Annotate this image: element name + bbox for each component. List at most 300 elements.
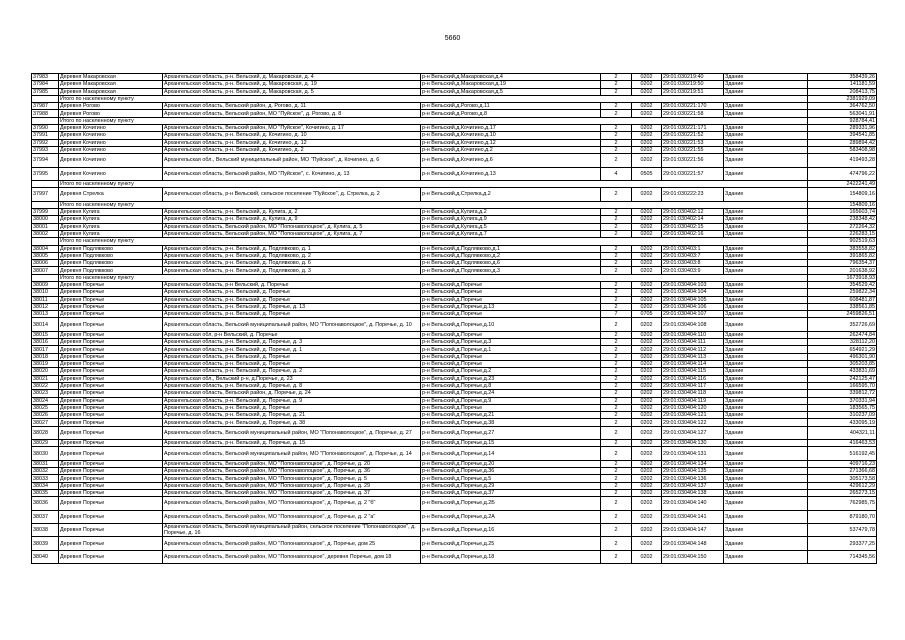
address-cell: Архангельская область, Вельский район, МО "Попонаволоцкое", д. Кулига, д. 5 [163,223,421,230]
id-cell: 37997 [32,188,59,201]
code-a-cell: 2 [601,289,632,296]
table-row [32,550,877,563]
object-type-cell: Здание [724,404,808,411]
address-cell: Архангельская область, р-н. Вельский, д. Макаровская, д. 5 [163,88,421,95]
short-address-cell: р-н Вельский,д.Поречье [421,311,601,318]
table-row [32,296,877,303]
table-row [32,146,877,153]
object-type-cell: Здание [724,482,808,489]
short-address-cell: р-н Вельский,д.Поречье,д.14 [421,447,601,460]
settlement-cell: Деревня Поречье [59,404,163,411]
short-address-cell: р-н Вельский,д.Кулига,д.7 [421,230,601,237]
code-b-cell: 0202 [632,404,662,411]
code-a-cell: 7 [601,311,632,318]
code-b-cell: 0202 [632,339,662,346]
id-cell [32,95,59,102]
object-type-cell: Здание [724,289,808,296]
value-cell: 364762,50 [808,103,877,110]
code-a-cell: 2 [601,419,632,426]
code-a-cell: 2 [601,510,632,523]
value-cell: 762985,75 [808,497,877,510]
code-b-cell: 0202 [632,81,662,88]
table-row [32,223,877,230]
short-address-cell: р-н Вельский,д.Поречье [421,282,601,289]
code-a-cell: 2 [601,353,632,360]
code-a-cell: 2 [601,303,632,310]
cadastral-number-cell: 29:01:030404:131 [662,447,724,460]
settlement-cell: Деревня Кулига [59,209,163,216]
subtotal-value: 902519,63 [808,238,877,245]
code-b-cell: 0202 [632,103,662,110]
short-address-cell: р-н Вельский,д.Поречье,д.3 [421,339,601,346]
code-b-cell: 0202 [632,132,662,139]
cadastral-number-cell: 29:01:030402:14 [662,216,724,223]
short-address-cell: р-н Вельский,д.Рогово,д.8 [421,110,601,117]
object-type-cell: Здание [724,460,808,467]
value-cell: 338561,85 [808,303,877,310]
address-cell: Архангельская область, р-н. Вельский, д. Поречье, д. 8 [163,382,421,389]
code-b-cell: 0202 [632,447,662,460]
settlement-cell: Деревня Кочигино [59,146,163,153]
code-b-cell: 0202 [632,110,662,117]
object-type-cell: Здание [724,537,808,550]
code-b-cell: 0202 [632,125,662,132]
value-cell: 419493,28 [808,154,877,167]
cadastral-number-cell: 29:01:030404:104 [662,289,724,296]
subtotal-value: 1673918,93 [808,274,877,281]
table-row [32,468,877,475]
cadastral-number-cell: 29:01:030222:23 [662,188,724,201]
settlement-cell: Деревня Поречье [59,524,163,537]
code-a-cell: 2 [601,103,632,110]
value-cell: 583408,98 [808,146,877,153]
cadastral-number-cell: 29:01:030221:57 [662,167,724,180]
address-cell: Архангельская область, Вельский муниципальный район, сельское поселение "Попонаволоцкое", д. Поречье, д. 16 [163,524,421,537]
object-type-cell: Здание [724,81,808,88]
short-address-cell: р-н Вельский,д.Кулига,д.2 [421,209,601,216]
short-address-cell: р-н Вельский,д.Поречье,д.36 [421,468,601,475]
id-cell: 38012 [32,303,59,310]
subtotal-row [32,238,877,245]
cadastral-number-cell: 29:01:030404:113 [662,353,724,360]
table-row [32,440,877,447]
code-a-cell: 2 [601,482,632,489]
short-address-cell: р-н Вельский,д.Подлявково,д.1 [421,245,601,252]
value-cell: 208413,75 [808,88,877,95]
object-type-cell: Здание [724,412,808,419]
subtotal-label: Итого по населенному пункту [59,238,808,245]
id-cell: 38037 [32,510,59,523]
table-row [32,74,877,81]
settlement-cell: Деревня Поречье [59,375,163,382]
short-address-cell: р-н Вельский,д.Поречье,д.10 [421,318,601,331]
code-b-cell: 0202 [632,440,662,447]
object-type-cell: Здание [724,353,808,360]
address-cell: Архангельская область, Вельский муниципальный район, МО "Попонаволоцкое", д. Поречье, д. 27 [163,426,421,439]
address-cell: Архангельская область, Вельский район, МО "Попонаволоцкое", д. Поречье, д. 2 "б" [163,497,421,510]
id-cell: 38019 [32,361,59,368]
value-cell: 201638,92 [808,267,877,274]
code-b-cell: 0505 [632,167,662,180]
code-a-cell: 2 [601,260,632,267]
settlement-cell: Деревня Поречье [59,382,163,389]
code-a-cell: 2 [601,390,632,397]
settlement-cell: Деревня Подлявково [59,260,163,267]
object-type-cell: Здание [724,260,808,267]
id-cell: 38036 [32,497,59,510]
table-row [32,125,877,132]
object-type-cell: Здание [724,245,808,252]
cadastral-number-cell: 29:01:030404:103 [662,282,724,289]
address-cell: Архангельская область, р-н. Вельский, д. Поречье [163,311,421,318]
settlement-cell: Деревня Поречье [59,537,163,550]
cadastral-number-cell: 29:01:030404:137 [662,482,724,489]
value-cell: 272264,32 [808,223,877,230]
table-row [32,230,877,237]
object-type-cell: Здание [724,74,808,81]
id-cell: 38004 [32,245,59,252]
cadastral-number-cell: 29:01:030404:116 [662,375,724,382]
code-b-cell: 0202 [632,412,662,419]
id-cell: 38013 [32,311,59,318]
settlement-cell: Деревня Поречье [59,419,163,426]
object-type-cell: Здание [724,382,808,389]
value-cell: 429612,29 [808,482,877,489]
page-number: 5660 [444,35,461,42]
value-cell: 394541,85 [808,132,877,139]
table-row [32,404,877,411]
address-cell: Архангельская область, Вельский муниципальный район, МО "Попонаволоцкое", д. Поречье, д. 14 [163,447,421,460]
id-cell: 38016 [32,339,59,346]
object-type-cell: Здание [724,419,808,426]
code-a-cell: 2 [601,154,632,167]
value-cell: 2459826,51 [808,311,877,318]
code-a-cell: 2 [601,339,632,346]
short-address-cell: р-н Вельский,д.Поречье,д.20 [421,460,601,467]
object-type-cell: Здание [724,468,808,475]
value-cell: 166595,70 [808,382,877,389]
object-type-cell: Здание [724,346,808,353]
code-b-cell: 0202 [632,139,662,146]
cadastral-number-cell: 29:01:030404:120 [662,404,724,411]
short-address-cell: р-н Вельский,д.Подлявково,д.2 [421,252,601,259]
value-cell: 305173,58 [808,475,877,482]
short-address-cell: р-н Вельский,д.Поречье,д.23 [421,375,601,382]
short-address-cell: р-н Вельский,д.Кочигино,д.17 [421,125,601,132]
settlement-cell: Деревня Кочигино [59,132,163,139]
code-b-cell: 0202 [632,353,662,360]
object-type-cell: Здание [724,216,808,223]
settlement-cell: Деревня Поречье [59,482,163,489]
short-address-cell: р-н Вельский,д.Поречье,д.9 [421,397,601,404]
address-cell: Архангельская область, Вельский район, МО "Попонаволоцкое", д. Поречье, д. 29 [163,482,421,489]
cadastral-number-cell: 29:01:030404:121 [662,412,724,419]
code-a-cell: 2 [601,296,632,303]
address-cell: Архангельская область, р-н Вельский, д. Поречье [163,282,421,289]
code-b-cell: 0202 [632,468,662,475]
short-address-cell: р-н Вельский,д.Кочигино,д.12 [421,139,601,146]
id-cell: 38010 [32,289,59,296]
short-address-cell: р-н Вельский,д.Кулига,д.5 [421,223,601,230]
short-address-cell: р-н Вельский,д.Поречье [421,296,601,303]
value-cell: 433095,19 [808,419,877,426]
table-row [32,311,877,318]
code-b-cell: 0202 [632,397,662,404]
short-address-cell: р-н Вельский,д.Поречье,д.37 [421,490,601,497]
value-cell: 370331,94 [808,397,877,404]
object-type-cell: Здание [724,390,808,397]
value-cell: 391865,82 [808,252,877,259]
subtotal-row [32,201,877,208]
code-a-cell: 2 [601,125,632,132]
subtotal-value: 2422241,49 [808,181,877,188]
settlement-cell: Деревня Поречье [59,311,163,318]
short-address-cell: р-н Вельский,д.Рогово,д.11 [421,103,601,110]
cadastral-number-cell: 29:01:030404:130 [662,440,724,447]
settlement-cell: Деревня Макаровская [59,88,163,95]
cadastral-number-cell: 29:01:030404:106 [662,303,724,310]
object-type-cell: Здание [724,447,808,460]
id-cell: 38040 [32,550,59,563]
short-address-cell: р-н Вельский,д.Поречье,д.25 [421,537,601,550]
cadastral-number-cell: 29:01:030221:53 [662,139,724,146]
address-cell: Архангельская область, р-н. Вельский, д. Поречье, д. 21 [163,412,421,419]
table-row [32,426,877,439]
short-address-cell: р-н Вельский,д.Поречье,д.1 [421,346,601,353]
value-cell: 238348,42 [808,216,877,223]
table-row [32,209,877,216]
id-cell: 38011 [32,296,59,303]
short-address-cell: р-н Вельский,д.Поречье,д.2 [421,368,601,375]
table-row [32,103,877,110]
table-row [32,497,877,510]
address-cell: Архангельская область, Вельский муниципальный район, МО "Попонаволоцкое", д. Поречье, д. 10 [163,318,421,331]
settlement-cell: Деревня Поречье [59,447,163,460]
value-cell: 305203,85 [808,361,877,368]
cadastral-number-cell: 29:01:030404:114 [662,361,724,368]
settlement-cell: Деревня Рогово [59,103,163,110]
short-address-cell: р-н Вельский,д.Поречье [421,361,601,368]
value-cell: 293377,25 [808,537,877,550]
short-address-cell: р-н Вельский,д.Поречье,д.21 [421,412,601,419]
code-b-cell: 0202 [632,460,662,467]
object-type-cell: Здание [724,154,808,167]
cadastral-number-cell: 29:01:030221:170 [662,103,724,110]
cadastral-number-cell: 29:01:030404:111 [662,339,724,346]
code-a-cell: 2 [601,460,632,467]
short-address-cell: р-н Вельский,д.Стрелка,д.2 [421,188,601,201]
table-row [32,154,877,167]
cadastral-number-cell: 29:01:030404:148 [662,537,724,550]
id-cell: 37983 [32,74,59,81]
address-cell: Архангельская область, р-н. Вельский, д. Поречье, д. 13 [163,303,421,310]
table-row [32,110,877,117]
settlement-cell: Деревня Подлявково [59,245,163,252]
short-address-cell: р-н Вельский,д.Поречье [421,404,601,411]
code-a-cell: 2 [601,132,632,139]
id-cell: 38005 [32,252,59,259]
short-address-cell: р-н Вельский,д.Поречье,д.15 [421,440,601,447]
id-cell: 38025 [32,404,59,411]
value-cell: 242125,47 [808,375,877,382]
settlement-cell: Деревня Поречье [59,368,163,375]
code-b-cell: 0202 [632,475,662,482]
object-type-cell: Здание [724,252,808,259]
id-cell: 37991 [32,132,59,139]
id-cell: 38023 [32,390,59,397]
table-row [32,460,877,467]
cadastral-number-cell: 29:01:030404:119 [662,397,724,404]
code-a-cell: 2 [601,81,632,88]
subtotal-value: 928784,41 [808,117,877,124]
short-address-cell: р-н Вельский,д.Поречье,д.2А [421,510,601,523]
code-a-cell: 2 [601,88,632,95]
object-type-cell: Здание [724,524,808,537]
id-cell: 38000 [32,216,59,223]
settlement-cell: Деревня Поречье [59,339,163,346]
code-b-cell: 0202 [632,223,662,230]
short-address-cell: р-н Вельский,д.Поречье [421,353,601,360]
table-row [32,188,877,201]
short-address-cell: р-н Вельский,д.Поречье,д.16 [421,524,601,537]
value-cell: 404321,11 [808,426,877,439]
code-b-cell: 0202 [632,510,662,523]
subtotal-row [32,95,877,102]
table-row [32,537,877,550]
short-address-cell: р-н Вельский,д.Кочигино,д.13 [421,167,601,180]
code-b-cell: 0202 [632,550,662,563]
address-cell: Архангельская область, Вельский район, д. Рогово, д. 11 [163,103,421,110]
settlement-cell: Деревня Кочигино [59,154,163,167]
code-b-cell: 0202 [632,252,662,259]
id-cell: 38031 [32,460,59,467]
settlement-cell: Деревня Кочигино [59,167,163,180]
object-type-cell: Здание [724,368,808,375]
id-cell: 38021 [32,375,59,382]
value-cell: 183565,75 [808,404,877,411]
id-cell: 38015 [32,331,59,338]
code-a-cell: 2 [601,146,632,153]
id-cell: 38026 [32,412,59,419]
address-cell: Архангельская область, Вельский район, МО "Попонаволоцкое", д. Кулига, д. 7 [163,230,421,237]
table-row [32,390,877,397]
id-cell: 38001 [32,223,59,230]
id-cell: 37995 [32,167,59,180]
id-cell [32,117,59,124]
subtotal-value: 2381929,09 [808,95,877,102]
code-b-cell: 0202 [632,346,662,353]
id-cell: 37999 [32,209,59,216]
table-row [32,447,877,460]
settlement-cell: Деревня Поречье [59,361,163,368]
object-type-cell: Здание [724,146,808,153]
address-cell: Архангельская область, р-н. Вельский, д. Подлявково, д. 1 [163,245,421,252]
table-row [32,289,877,296]
cadastral-number-cell: 29:01:030404:141 [662,510,724,523]
object-type-cell: Здание [724,510,808,523]
subtotal-row [32,117,877,124]
table-row [32,475,877,482]
object-type-cell: Здание [724,497,808,510]
object-type-cell: Здание [724,318,808,331]
code-b-cell: 0202 [632,361,662,368]
code-b-cell: 0202 [632,289,662,296]
object-type-cell: Здание [724,88,808,95]
settlement-cell: Деревня Поречье [59,475,163,482]
code-a-cell: 2 [601,426,632,439]
table-row [32,524,877,537]
address-cell: Архангельская обл., Вельский муниципальный район, МО "Пуйское", д. Кочигино, д. 6 [163,154,421,167]
object-type-cell: Здание [724,132,808,139]
code-b-cell: 0202 [632,230,662,237]
value-cell: 354529,42 [808,282,877,289]
address-cell: Архангельская область, р-н. Вельский, д. Поречье, д. 2 [163,368,421,375]
object-type-cell: Здание [724,375,808,382]
settlement-cell: Деревня Поречье [59,331,163,338]
value-cell: 474796,22 [808,167,877,180]
address-cell: Архангельская область, р-н Вельский, сельское поселение "Пуйское", д. Стрелка, д. 2 [163,188,421,201]
code-b-cell: 0202 [632,216,662,223]
code-a-cell: 2 [601,282,632,289]
id-cell: 38020 [32,368,59,375]
settlement-cell: Деревня Поречье [59,353,163,360]
address-cell: Архангельская область, р-н. Вельский, д. Поречье, д. 1 [163,346,421,353]
table-row [32,412,877,419]
code-a-cell: 2 [601,361,632,368]
address-cell: Архангельская область, р-н. Вельский, д. Кочигино, д. 10 [163,132,421,139]
code-b-cell: 0202 [632,282,662,289]
settlement-cell: Деревня Поречье [59,412,163,419]
code-a-cell: 2 [601,524,632,537]
table-row [32,81,877,88]
object-type-cell: Здание [724,490,808,497]
object-type-cell: Здание [724,426,808,439]
code-b-cell: 0202 [632,331,662,338]
object-type-cell: Здание [724,188,808,201]
code-a-cell: 2 [601,412,632,419]
short-address-cell: р-н Вельский,д.Кулига,д.9 [421,216,601,223]
address-cell: Архангельская область, Вельский район, МО "Попонаволоцкое", д. Поречье, д. 36 [163,468,421,475]
table-row [32,245,877,252]
settlement-cell: Деревня Кулига [59,223,163,230]
id-cell: 38027 [32,419,59,426]
cadastral-number-cell: 29:01:030404:122 [662,419,724,426]
object-type-cell: Здание [724,331,808,338]
value-cell: 563041,91 [808,110,877,117]
id-cell: 37992 [32,139,59,146]
table-row [32,361,877,368]
address-cell: Архангельская обл., Вельский р-н, д.Поречье, д. 23 [163,375,421,382]
subtotal-label: Итого по населенному пункту [59,201,808,208]
table-row [32,419,877,426]
cadastral-number-cell: 29:01:030404:136 [662,475,724,482]
cadastral-number-cell: 29:01:030402:12 [662,209,724,216]
address-cell: Архангельская область, Вельский район, МО "Попонаволоцкое", деревня Поречье, дом 18 [163,550,421,563]
code-b-cell: 0202 [632,267,662,274]
id-cell: 38007 [32,267,59,274]
code-b-cell: 0202 [632,209,662,216]
code-b-cell: 0202 [632,375,662,382]
table-row [32,331,877,338]
cadastral-number-cell: 29:01:030404:118 [662,390,724,397]
table-row [32,490,877,497]
cadastral-number-cell: 29:01:030221:56 [662,154,724,167]
code-a-cell: 2 [601,490,632,497]
object-type-cell: Здание [724,296,808,303]
id-cell: 38035 [32,490,59,497]
code-a-cell: 2 [601,404,632,411]
code-a-cell: 2 [601,550,632,563]
